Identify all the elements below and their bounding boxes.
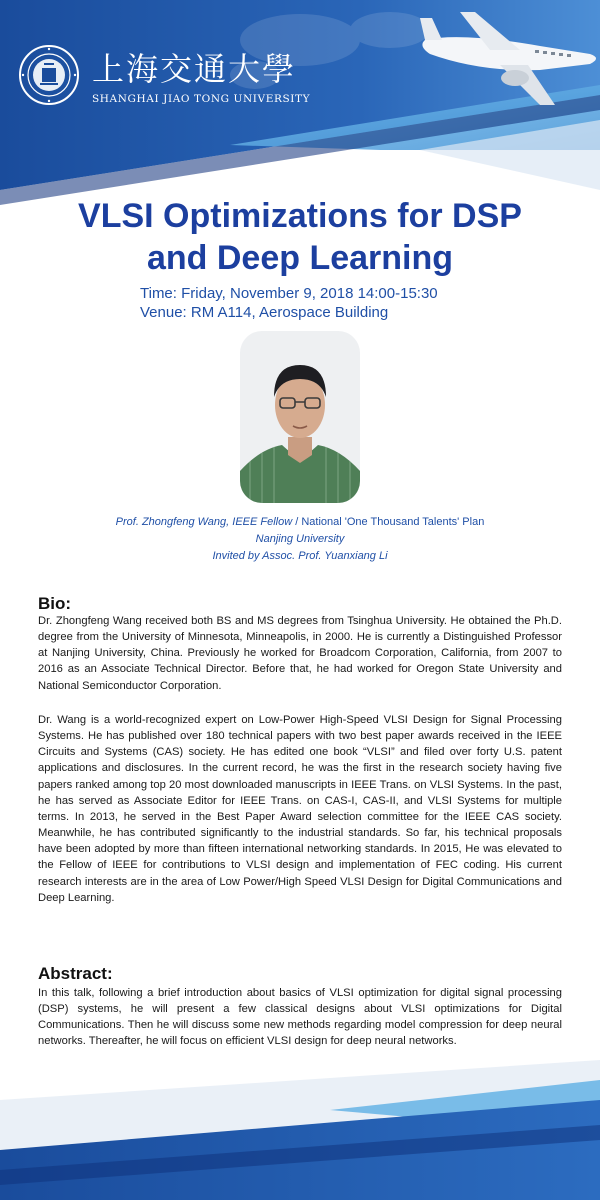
speaker-honor: National 'One Thousand Talents' Plan (301, 516, 485, 528)
event-time: Time: Friday, November 9, 2018 14:00-15:30 (140, 285, 438, 302)
event-title (20, 195, 580, 279)
footer-banner (0, 1040, 600, 1200)
university-logo (18, 44, 80, 106)
speaker-invited-by: Invited by Assoc. Prof. Yuanxiang Li (212, 550, 388, 562)
bio-paragraph-2: Dr. Wang is a world-recognized expert on Low-Power High-Speed VLSI Design for Signal Processing Systems. He has published over 180 technical papers with two best paper awards received in the IEEE Circuits and Systems (CAS) society. He has edited one book “VLSI” and filed over forty U.S. patent applications and disclosures. In the current record, he was the first in the research society having five papers ranked among top 20 most downloaded manuscripts in IEEE Trans. on VLSI Systems. In the past, he has served as Associate Editor for IEEE Trans. on CAS-I, CAS-II, and VLSI Systems for multiple terms. In 2013, he served in the Best Paper Award selection committee for the IEEE CAS society. Meanwhile, he has contributed significantly to the industrial standards. So far, his technical proposals have been adopted by more than fifteen international networking standards. In 2015, He was elevated to the Fellow of IEEE for contributions to VLSI design and implementation of FEC coding. His current research interests are in the area of Low Power/High Speed VLSI Design for Digital Communications and Deep Learning. (38, 714, 562, 904)
event-meta (140, 284, 438, 322)
speaker-info (40, 514, 560, 565)
abstract-heading: Abstract: (38, 964, 113, 983)
event-title-line-1: VLSI Optimizations for DSP (78, 197, 522, 235)
university-name-english: SHANGHAI JIAO TONG UNIVERSITY (92, 93, 311, 105)
speaker-name: Prof. Zhongfeng Wang, IEEE Fellow (115, 516, 293, 528)
event-venue: Venue: RM A114, Aerospace Building (140, 304, 389, 321)
speaker-affiliation: Nanjing University (255, 533, 345, 545)
speaker-name-line (40, 514, 560, 531)
university-name-chinese: 上海交通大學 (92, 50, 297, 88)
abstract-paragraph: In this talk, following a brief introduction about basics of VLSI optimization for digital signal processing (DSP) systems, he will present a few classical designs about VLSI optimizations for Digital Communications. Then he will discuss some new methods regarding model compression for deep neural networks. Thereafter, he will focus on efficient VLSI design for deep neural networks. (38, 987, 562, 1048)
university-seal-icon (18, 44, 80, 106)
bio-paragraph-1: Dr. Zhongfeng Wang received both BS and MS degrees from Tsinghua University. He obtained the Ph.D. degree from the University of Minnesota, Minneapolis, in 2000. He is currently a Distinguished Professor at Nanjing University, China. Previously he worked for Broadcom Corporation, California, from 2007 to 2016 as an Associate Technical Director. Before that, he had worked for Oregon State University and National Semiconductor Corporation. (38, 615, 562, 692)
bio-heading: Bio: (38, 594, 72, 613)
speaker-photo (240, 331, 360, 503)
speaker-separator: / (292, 516, 302, 528)
event-title-line-2: and Deep Learning (146, 239, 454, 277)
